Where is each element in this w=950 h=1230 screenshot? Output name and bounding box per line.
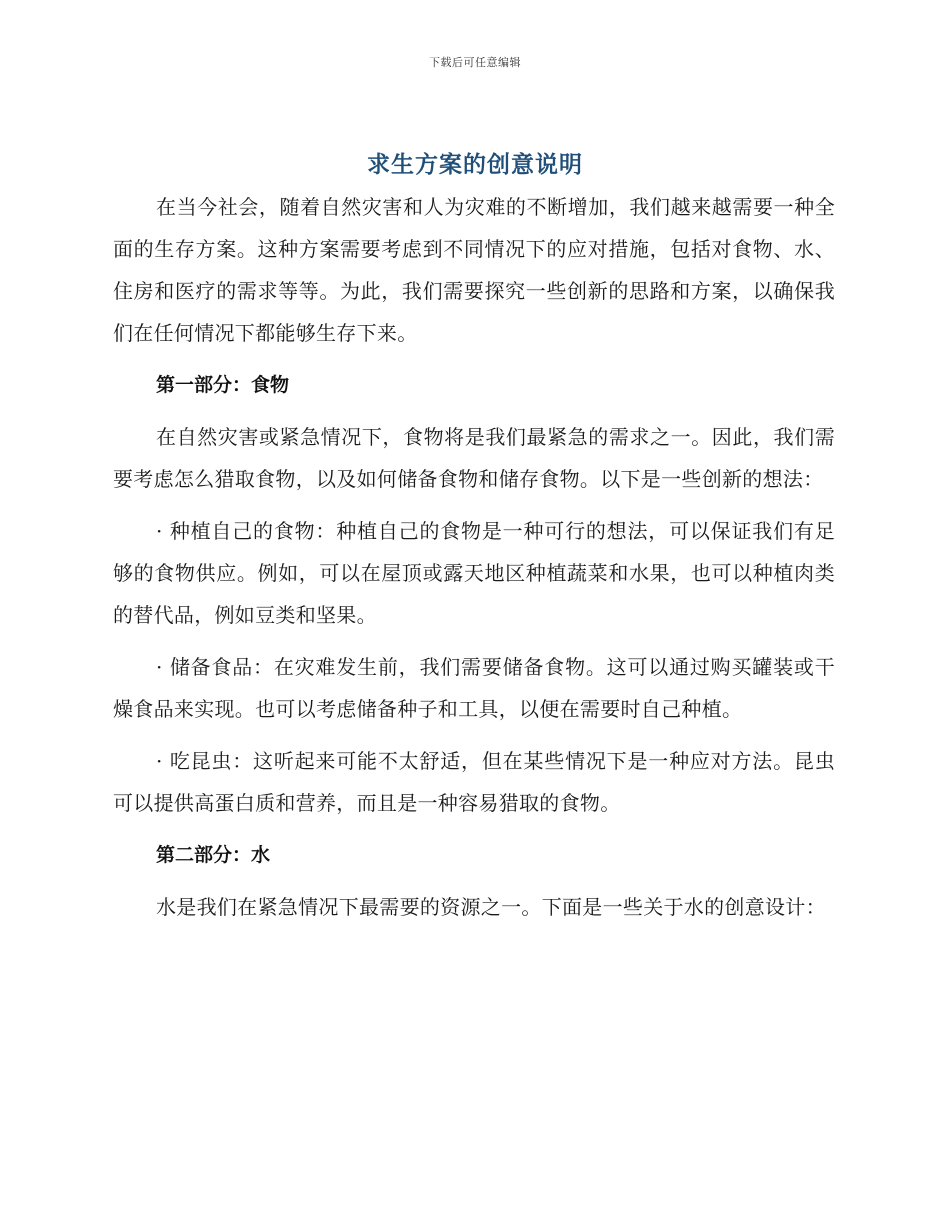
food-item-insects: · 吃昆虫：这听起来可能不太舒适，但在某些情况下是一种应对方法。昆虫可以提供高蛋白质和营养，而且是一种容易猎取的食物。 — [113, 749, 835, 815]
document-title: 求生方案的创意说明 — [367, 152, 583, 178]
section-heading-food: 第一部分：食物 — [156, 374, 290, 396]
food-item-store: · 储备食品：在灾难发生前，我们需要储备食物。这可以通过购买罐装或干燥食品来实现。也可以考虑储备种子和工具，以便在需要时自己种植。 — [113, 655, 835, 721]
food-intro-paragraph: 在自然灾害或紧急情况下，食物将是我们最紧急的需求之一。因此，我们需要考虑怎么猎取食物，以及如何储备食物和储存食物。以下是一些创新的想法： — [113, 425, 835, 491]
intro-paragraph: 在当今社会，随着自然灾害和人为灾难的不断增加，我们越来越需要一种全面的生存方案。这种方案需要考虑到不同情况下的应对措施，包括对食物、水、住房和医疗的需求等等。为此，我们需要探究一些创新的思路和方案，以确保我们在任何情况下都能够生存下来。 — [113, 195, 835, 345]
food-item-grow: · 种植自己的食物：种植自己的食物是一种可行的想法，可以保证我们有足够的食物供应。例如，可以在屋顶或露天地区种植蔬菜和水果，也可以种植肉类的替代品，例如豆类和坚果。 — [113, 519, 835, 627]
section-heading-water: 第二部分：水 — [156, 844, 271, 866]
document-body — [113, 186, 835, 928]
header-note: 下载后可任意编辑 — [429, 56, 521, 69]
water-intro-paragraph: 水是我们在紧急情况下最需要的资源之一。下面是一些关于水的创意设计： — [156, 895, 826, 919]
